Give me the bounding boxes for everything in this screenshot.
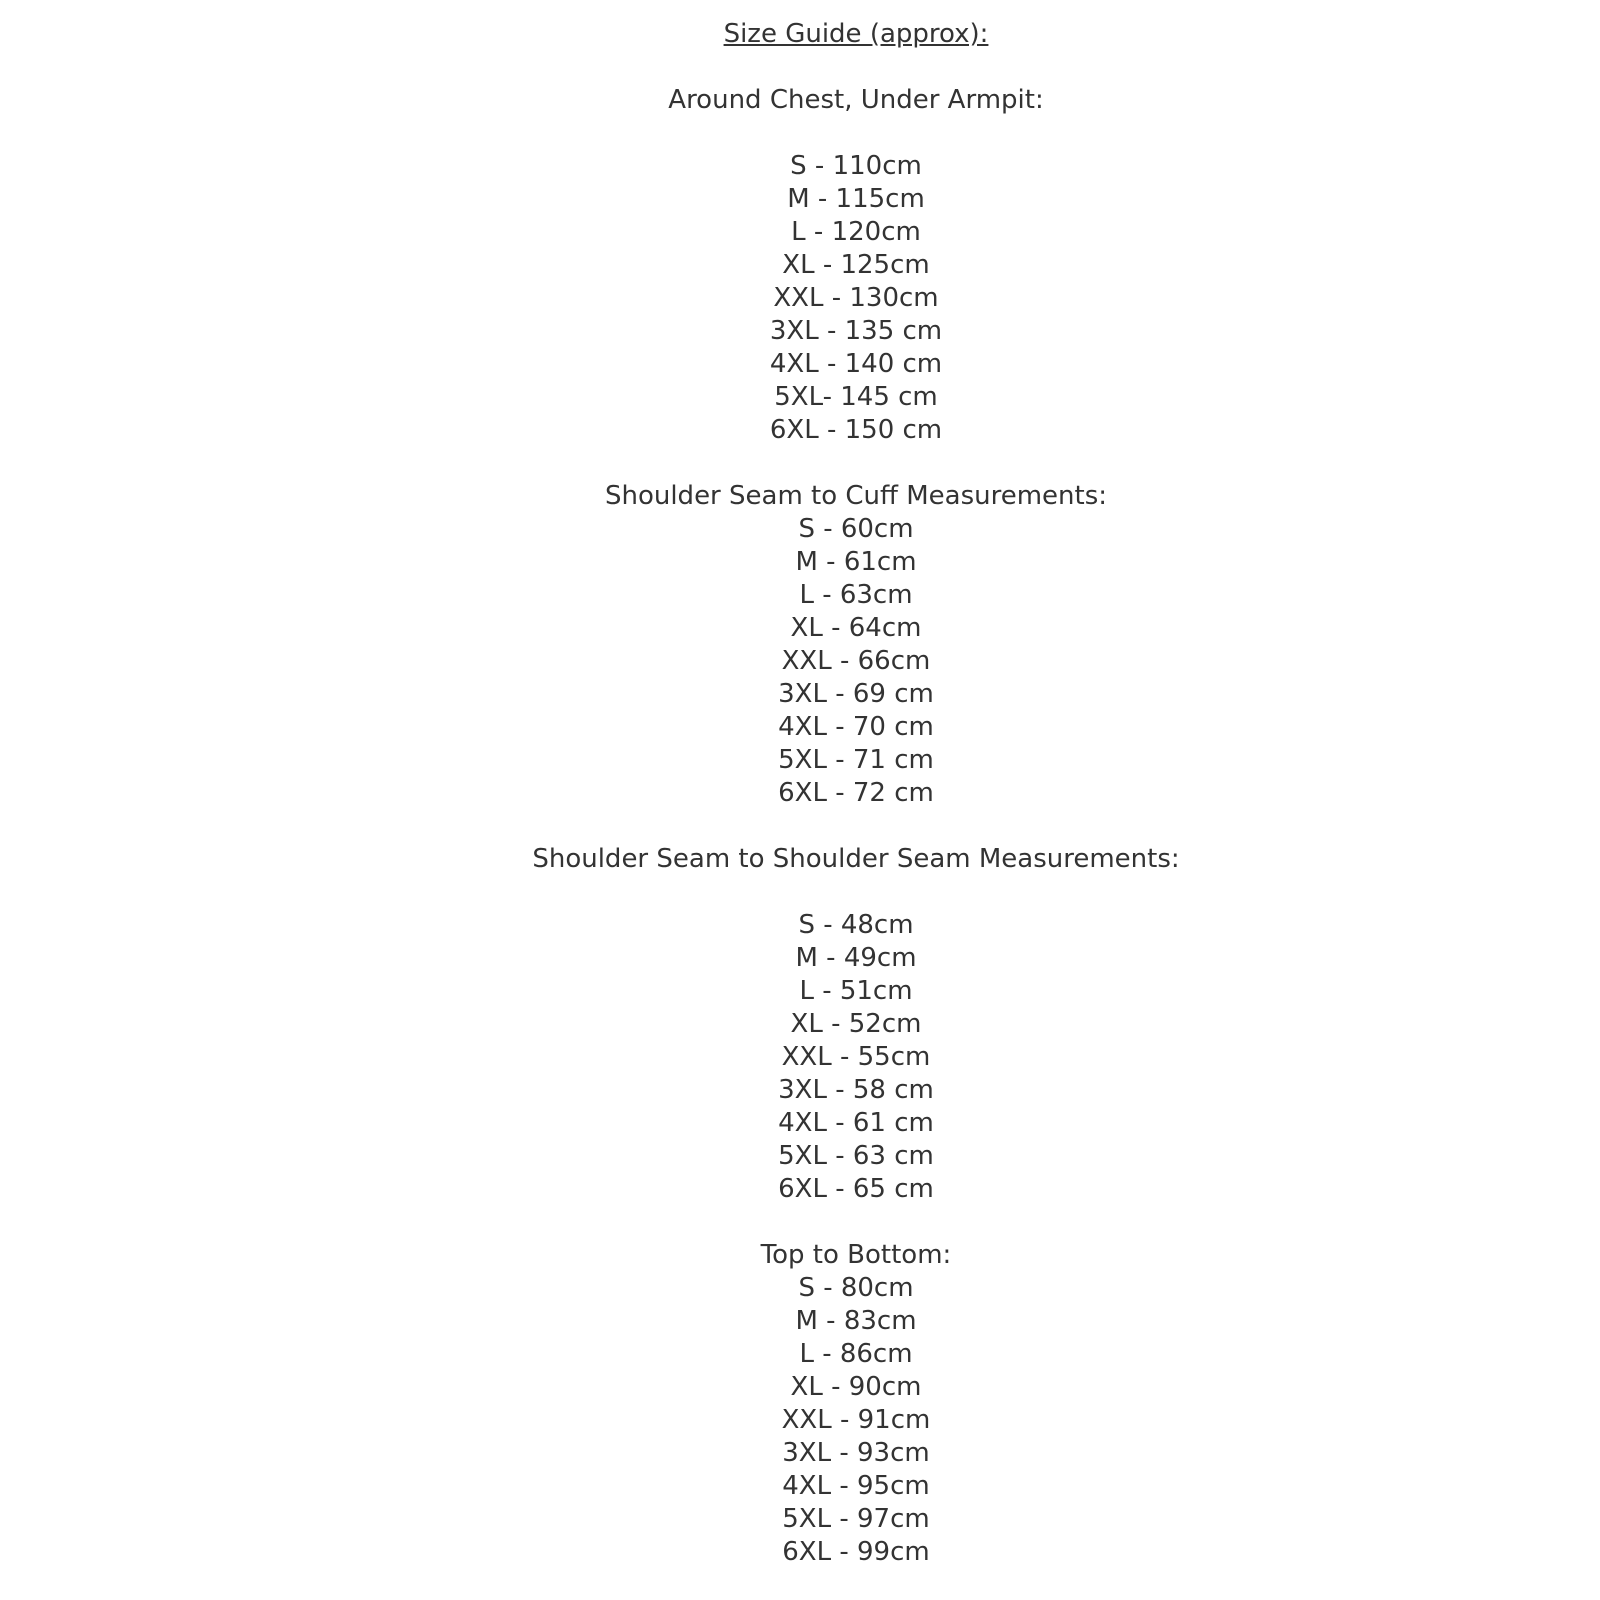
size-row: XXL - 55cm xyxy=(781,1042,931,1072)
section-shoulder-to-shoulder xyxy=(112,843,1600,1206)
size-row: 6XL - 65 cm xyxy=(778,1174,934,1204)
size-row: XXL - 66cm xyxy=(781,646,931,676)
size-row: S - 60cm xyxy=(798,514,914,544)
section-heading: Shoulder Seam to Shoulder Seam Measurements: xyxy=(532,844,1180,874)
size-row: 4XL - 61 cm xyxy=(778,1108,934,1138)
size-row: S - 80cm xyxy=(798,1273,914,1303)
size-row: M - 115cm xyxy=(787,184,925,214)
section-heading: Around Chest, Under Armpit: xyxy=(668,85,1044,115)
size-row: L - 63cm xyxy=(799,580,913,610)
size-row: XXL - 91cm xyxy=(781,1405,931,1435)
section-shoulder-to-cuff xyxy=(112,480,1600,810)
size-row: L - 51cm xyxy=(799,976,913,1006)
size-row: XL - 125cm xyxy=(782,250,930,280)
size-row: 3XL - 135 cm xyxy=(769,316,943,346)
size-row: 6XL - 99cm xyxy=(782,1537,930,1567)
size-row: 6XL - 72 cm xyxy=(778,778,934,808)
size-row: XL - 90cm xyxy=(790,1372,922,1402)
section-heading: Shoulder Seam to Cuff Measurements: xyxy=(604,481,1108,511)
size-row: 3XL - 93cm xyxy=(782,1438,930,1468)
size-row: 3XL - 58 cm xyxy=(778,1075,934,1105)
section-around-chest xyxy=(112,84,1600,447)
size-row: XL - 52cm xyxy=(790,1009,922,1039)
section-top-to-bottom xyxy=(112,1239,1600,1569)
size-row: XL - 64cm xyxy=(790,613,922,643)
size-row: 4XL - 95cm xyxy=(782,1471,930,1501)
section-heading: Top to Bottom: xyxy=(760,1240,952,1270)
size-row: 6XL - 150 cm xyxy=(769,415,943,445)
page-title: Size Guide (approx): xyxy=(723,19,989,49)
size-row: 5XL - 71 cm xyxy=(778,745,934,775)
size-row: 5XL - 63 cm xyxy=(778,1141,934,1171)
size-row: S - 48cm xyxy=(798,910,914,940)
size-row: 4XL - 140 cm xyxy=(769,349,943,379)
size-row: 4XL - 70 cm xyxy=(778,712,934,742)
size-row: L - 120cm xyxy=(791,217,921,247)
size-row: 3XL - 69 cm xyxy=(778,679,934,709)
size-row: 5XL- 145 cm xyxy=(774,382,938,412)
size-row: M - 49cm xyxy=(795,943,917,973)
size-row: S - 110cm xyxy=(790,151,922,181)
size-row: L - 86cm xyxy=(799,1339,913,1369)
size-row: M - 61cm xyxy=(795,547,917,577)
size-row: XXL - 130cm xyxy=(773,283,939,313)
size-row: 5XL - 97cm xyxy=(782,1504,930,1534)
size-row: M - 83cm xyxy=(795,1306,917,1336)
